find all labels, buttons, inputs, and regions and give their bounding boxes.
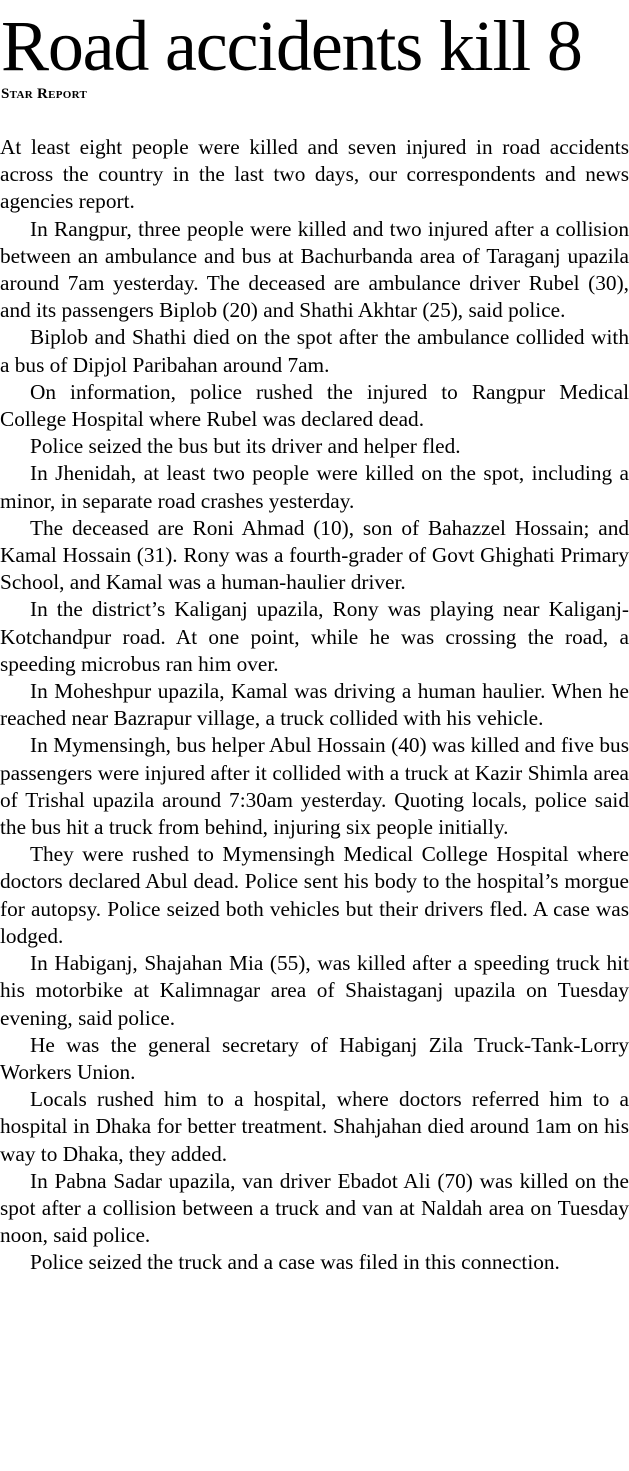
byline: Star Report bbox=[1, 86, 88, 102]
paragraph: The deceased are Roni Ahmad (10), son of Bahazzel Hossain; and Kamal Hossain (31). Rony was a fourth-grader of Govt Ghighati Primary School, and Kamal was a human-haulier driver. bbox=[0, 515, 629, 595]
paragraph: Locals rushed him to a hospital, where doctors referred him to a hospital in Dhaka for better treatment. Shahjahan died around 1am on his way to Dhaka, they added. bbox=[0, 1087, 629, 1166]
paragraph: He was the general secretary of Habiganj Zila Truck-Tank-Lorry Workers Union. bbox=[0, 1032, 629, 1084]
paragraph: In the district’s Kaliganj upazila, Rony was playing near Kaliganj-Kotchandpur road. At one point, while he was crossing the road, a speeding microbus ran him over. bbox=[0, 597, 629, 676]
paragraph: Biplob and Shathi died on the spot after the ambulance collided with a bus of Dipjol Paribahan around 7am. bbox=[0, 325, 629, 377]
paragraph: Police seized the truck and a case was filed in this connection. bbox=[30, 1250, 560, 1275]
paragraph: In Rangpur, three people were killed and two injured after a collision between an ambulance and bus at Bachurbanda area of Taraganj upazila around 7am yesterday. The deceased are ambulance driver Rubel (30), and its passengers Biplob (20) and Shathi Akhtar (25), said police. bbox=[0, 216, 629, 323]
paragraph: On information, police rushed the injured to Rangpur Medical College Hospital where Rubel was declared dead. bbox=[0, 379, 629, 432]
paragraph: In Habiganj, Shajahan Mia (55), was killed after a speeding truck hit his motorbike at Kalimnagar area of Shaistaganj upazila on Tuesday evening, said police. bbox=[0, 951, 629, 1030]
paragraph: In Moheshpur upazila, Kamal was driving a human haulier. When he reached near Bazrapur village, a truck collided with his vehicle. bbox=[0, 679, 629, 731]
headline: Road accidents kill 8 bbox=[1, 6, 582, 86]
paragraph: They were rushed to Mymensingh Medical College Hospital where doctors declared Abul dead. Police sent his body to the hospital’s morgue for autopsy. Police seized both vehicles but their drivers fled. A case was lodged. bbox=[0, 842, 629, 948]
article-body bbox=[0, 134, 629, 1277]
paragraph: In Pabna Sadar upazila, van driver Ebadot Ali (70) was killed on the spot after a collision between a truck and van at Naldah area on Tuesday noon, said police. bbox=[0, 1168, 629, 1248]
paragraph: In Mymensingh, bus helper Abul Hossain (40) was killed and five bus passengers were injured after it collided with a truck at Kazir Shimla area of Trishal upazila around 7:30am yesterday. Quoting locals, police said the bus hit a truck from behind, injuring six people initially. bbox=[0, 733, 629, 840]
paragraph: At least eight people were killed and seven injured in road accidents across the country in the last two days, our correspondents and news agencies report. bbox=[0, 135, 629, 214]
paragraph: Police seized the bus but its driver and helper fled. bbox=[30, 434, 461, 459]
paragraph: In Jhenidah, at least two people were killed on the spot, including a minor, in separate road crashes yesterday. bbox=[0, 461, 629, 513]
